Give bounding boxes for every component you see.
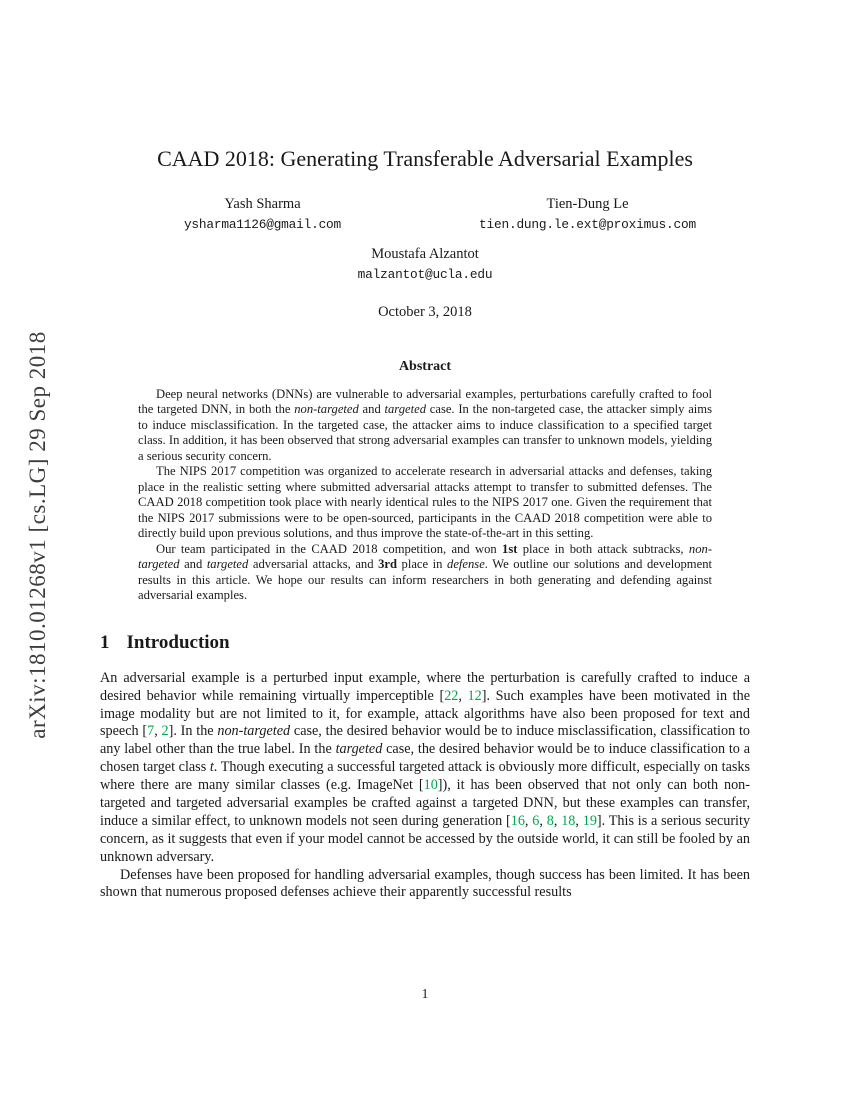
body-paragraph — [100, 867, 750, 903]
bold-text: 1st — [502, 541, 518, 556]
author-name: Yash Sharma — [224, 196, 301, 212]
text-run: place in — [396, 557, 448, 572]
text-run: case, the desired behavior would be to induce classification to a chosen target class — [100, 741, 750, 776]
paper-title: CAAD 2018: Generating Transferable Adversarial Examples — [157, 146, 693, 171]
citation-link[interactable]: 18 — [561, 812, 576, 829]
emphasized-text: targeted — [384, 402, 427, 417]
emphasized-text: non-targeted — [138, 541, 713, 572]
citation-link[interactable]: 2 — [161, 723, 169, 740]
paper-date: October 3, 2018 — [378, 304, 472, 320]
citation-link[interactable]: 22 — [444, 687, 459, 704]
text-run: , — [575, 812, 583, 829]
text-run: place in both attack subtracks, — [517, 541, 689, 556]
text-run: Our team participated in the CAAD 2018 competition, and won — [156, 541, 503, 556]
emphasized-text: targeted — [206, 557, 249, 572]
text-run: , — [524, 812, 533, 829]
text-run: ]. This is a serious security concern, as it suggests that even if your model cannot be accessed by the outside world, it can still be fooled by an unknown adversary. — [100, 812, 751, 865]
author-block — [100, 246, 750, 282]
emphasized-text: non-targeted — [217, 723, 291, 740]
abstract-paragraph — [138, 464, 712, 541]
section-number: 1 — [100, 631, 110, 653]
emphasized-text: targeted — [335, 741, 383, 758]
text-run: case, the desired behavior would be to induce misclassification, classification to any label other than the true label. In the — [100, 723, 750, 758]
author-email: malzantot@ucla.edu — [357, 267, 493, 282]
author-block — [425, 196, 750, 232]
abstract-body — [138, 387, 712, 604]
text-run: Deep neural networks (DNNs) are vulnerable to adversarial examples, perturbations carefully crafted to fool the targeted DNN, in both the — [138, 387, 712, 417]
citation-link[interactable]: 16 — [510, 812, 525, 829]
text-run: ]. Such examples have been motivated in the image modality but are not limited to it, for example, attack algorithms have also been proposed for text and speech [ — [100, 687, 750, 740]
author-name: Moustafa Alzantot — [371, 246, 479, 262]
author-email: tien.dung.le.ext@proximus.com — [479, 217, 696, 232]
author-block — [100, 196, 425, 232]
abstract-paragraph — [138, 542, 712, 604]
text-run: ]), it has been observed that not only can both non-targeted and targeted adversarial examples be crafted against a targeted DNN, but these examples can transfer, induce a similar effect, to unknown models not seen during generation [ — [100, 777, 750, 829]
text-run: and — [358, 402, 385, 417]
text-run: The NIPS 2017 competition was organized to accelerate research in adversarial attacks and defenses, taking place in the realistic setting where submitted adversarial attacks attempt to transfer to submitted defenses. The CAAD 2018 competition took place with nearly identical rules to the NIPS 2017 one. Given the requirement that the NIPS 2017 submissions were to be open-sourced, participants in the CAAD 2018 competition were able to directly build upon previous solutions, and thus improve the state-of-the-art in this setting. — [138, 464, 712, 541]
authors-row — [100, 196, 750, 232]
citation-link[interactable]: 6 — [532, 812, 540, 829]
citation-link[interactable]: 12 — [467, 687, 482, 704]
section-heading — [100, 632, 750, 654]
section-body — [100, 670, 750, 903]
citation-link[interactable]: 8 — [546, 812, 554, 829]
body-paragraph — [100, 670, 750, 867]
abstract-heading: Abstract — [398, 359, 452, 374]
text-run: and — [179, 557, 207, 572]
text-run: adversarial attacks, and — [248, 557, 379, 572]
text-run: Defenses have been proposed for handling adversarial examples, though success has been limited. It has been shown that numerous proposed defenses achieve their apparently successful results — [100, 866, 750, 901]
page-number: 1 — [421, 986, 429, 1001]
text-run: . Though executing a successful targeted attack is obviously more difficult, especially on tasks where there are many similar classes (e.g. ImageNet [ — [100, 759, 751, 794]
emphasized-text: defense — [447, 557, 485, 572]
text-run: , — [458, 687, 468, 704]
author-name: Tien-Dung Le — [546, 196, 629, 212]
emphasized-text: non-targeted — [294, 402, 359, 417]
citation-link[interactable]: 10 — [423, 777, 438, 794]
text-run: case. In the non-targeted case, the attacker simply aims to induce misclassification. In the targeted case, the attacker aims to induce classification to a specified target class. In addition, it has been observed that strong adversarial examples can transfer to unknown models, yielding a serious security concern. — [138, 402, 712, 463]
text-run: , — [539, 812, 547, 829]
citation-link[interactable]: 7 — [147, 723, 155, 740]
paper-content — [100, 0, 750, 902]
emphasized-text: t — [209, 759, 214, 776]
text-run: , — [553, 812, 562, 829]
text-run: , — [154, 723, 162, 740]
bold-text: 3rd — [378, 557, 397, 572]
author-email: ysharma1126@gmail.com — [183, 217, 342, 232]
section-title: Introduction — [126, 631, 230, 653]
text-run: An adversarial example is a perturbed input example, where the perturbation is carefully crafted to induce a desired behavior while remaining virtually imperceptible [ — [100, 669, 750, 704]
text-run: . We outline our solutions and development results in this article. We hope our results can inform researchers in both generating and defending against adversarial examples. — [138, 557, 712, 603]
abstract-paragraph — [138, 387, 712, 464]
text-run: ]. In the — [168, 723, 218, 740]
arxiv-stamp: arXiv:1810.01268v1 [cs.LG] 29 Sep 2018 — [25, 331, 50, 739]
citation-link[interactable]: 19 — [582, 812, 597, 829]
